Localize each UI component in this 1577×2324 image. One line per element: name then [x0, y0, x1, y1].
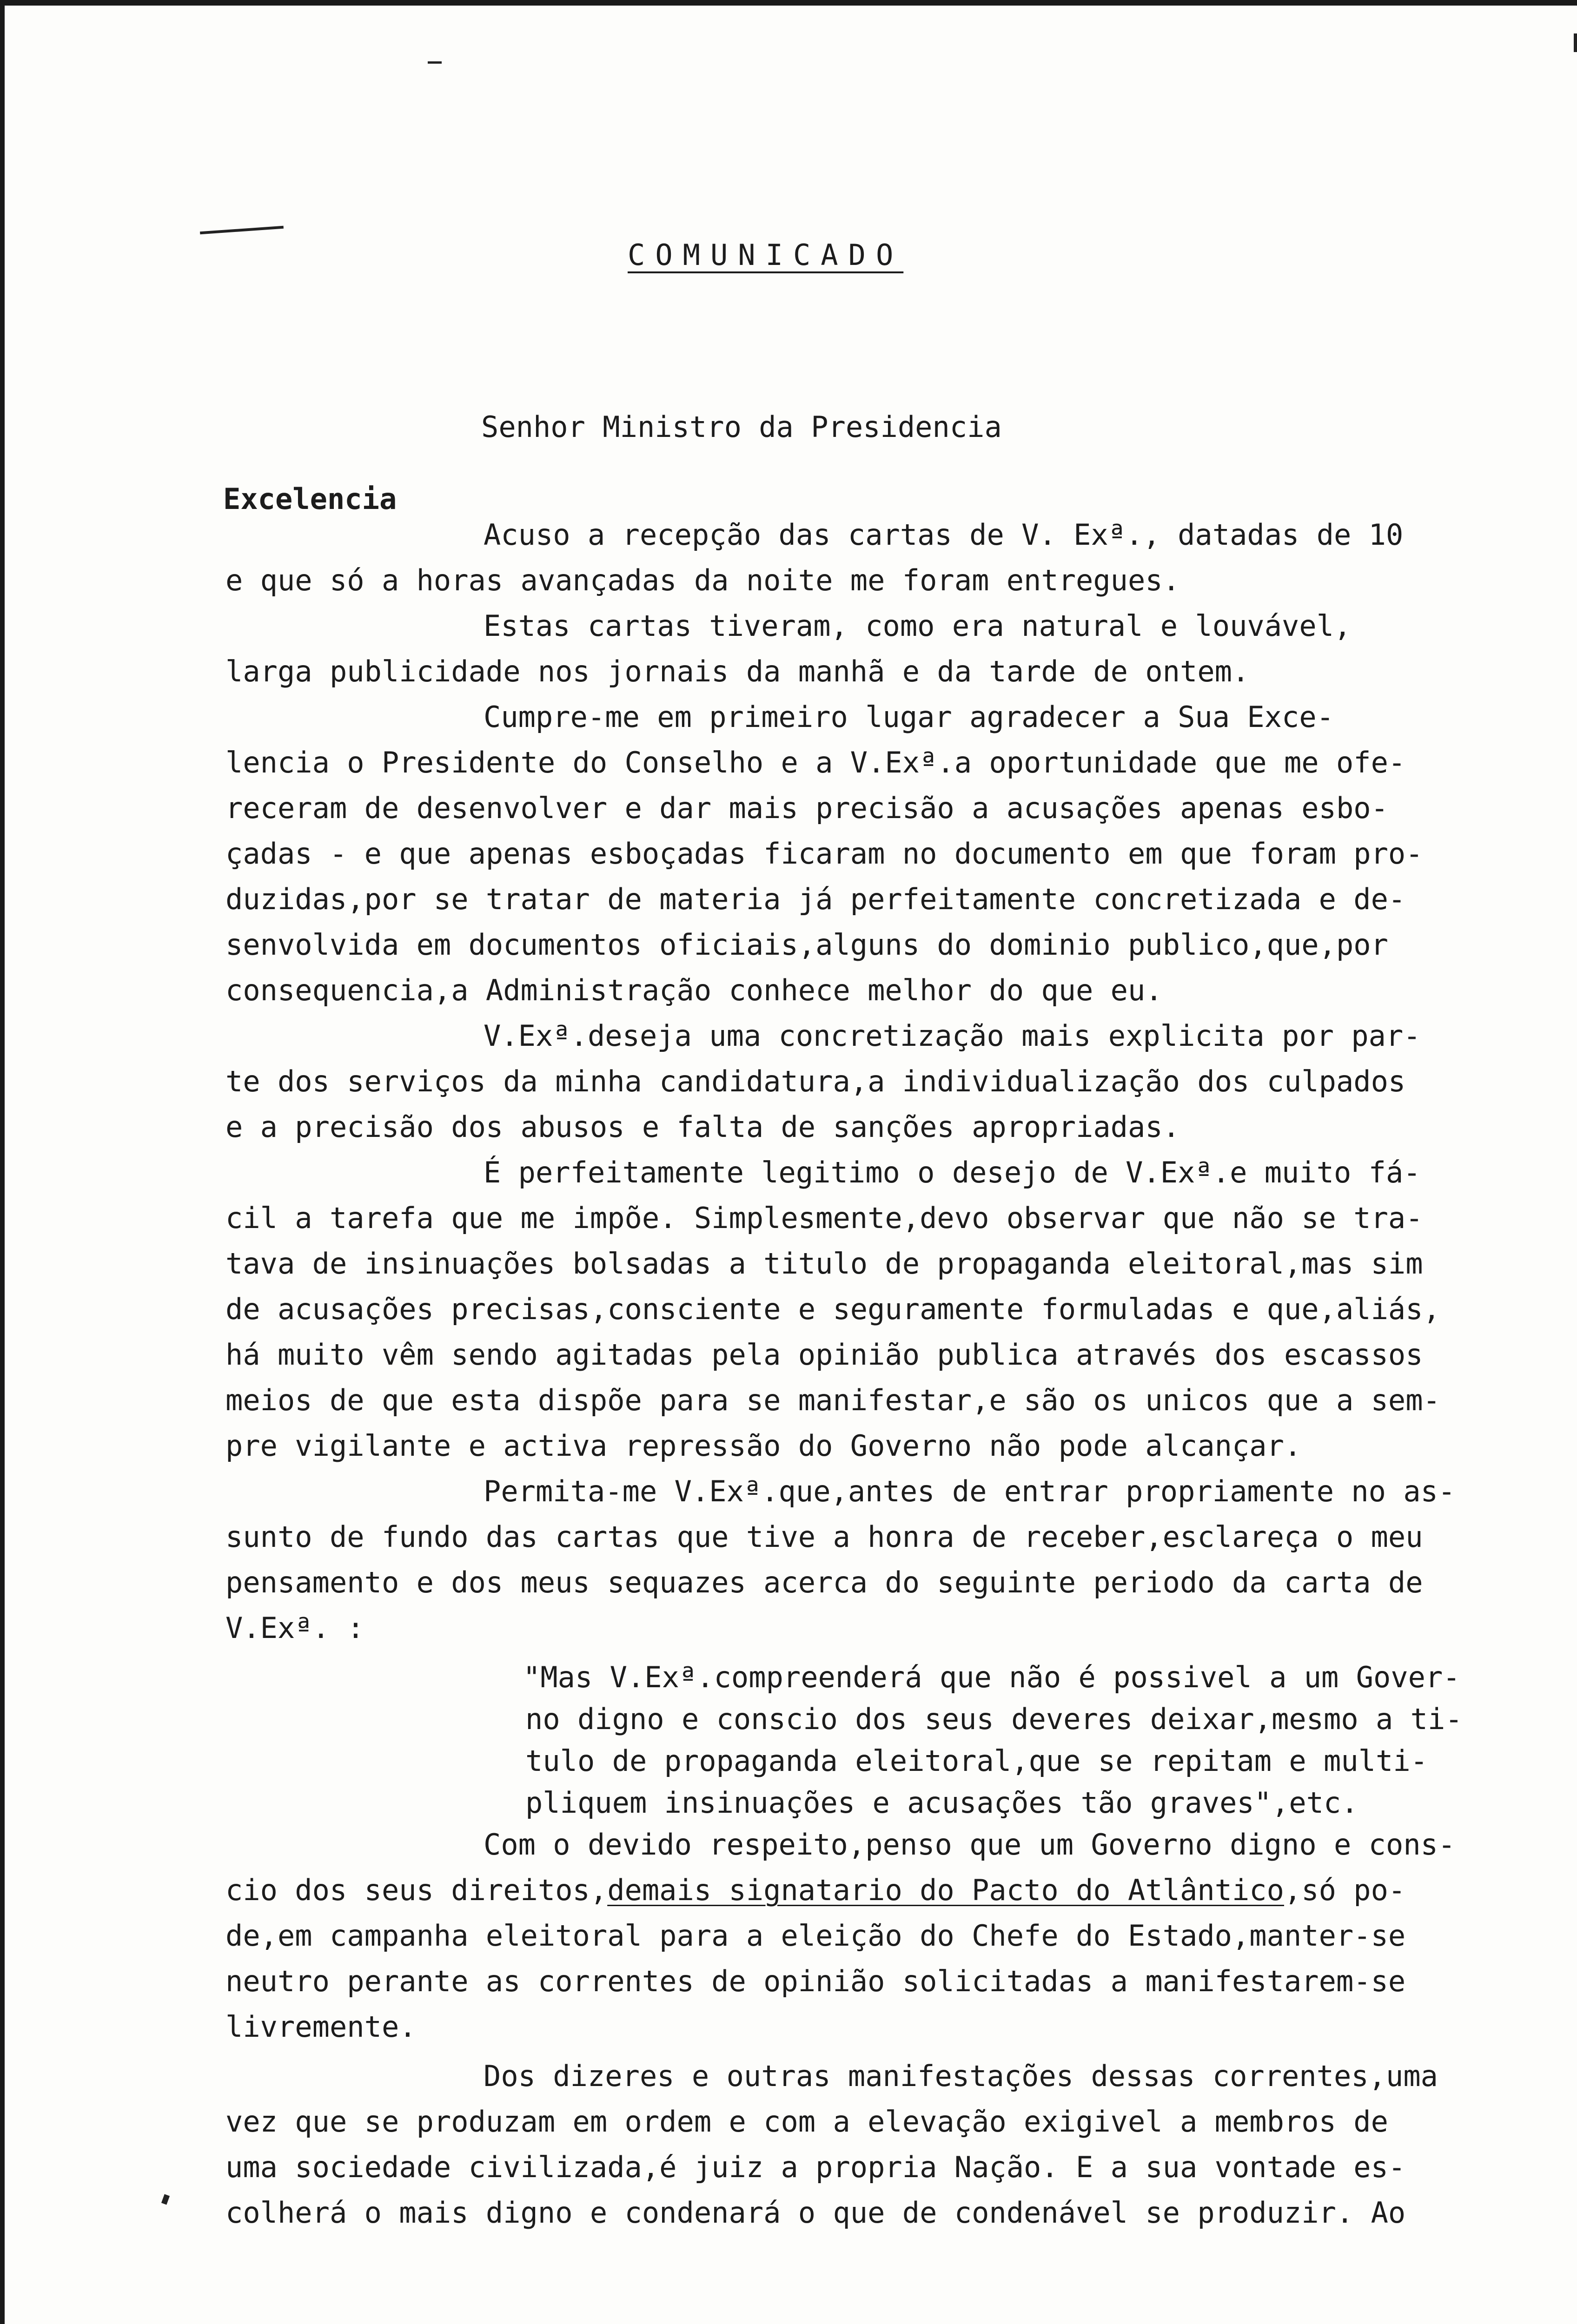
text-line: lencia o Presidente do Conselho e a V.Exª.a oportunidade que me ofe-	[225, 746, 1406, 779]
salutation: Senhor Ministro da Presidencia	[481, 410, 1002, 444]
text-line: çadas - e que apenas esboçadas ficaram no documento em que foram pro-	[225, 837, 1423, 871]
text-line: pensamento e dos meus sequazes acerca do seguinte periodo da carta de	[225, 1565, 1423, 1599]
ink-mark	[200, 226, 284, 235]
text-line: tava de insinuações bolsadas a titulo de propaganda eleitoral,mas sim	[225, 1247, 1423, 1281]
text-line: V.Exª.deseja uma concretização mais explicita por par-	[484, 1019, 1421, 1053]
text-line: senvolvida em documentos oficiais,alguns do dominio publico,que,por	[225, 928, 1388, 962]
quote-line: "Mas V.Exª.compreenderá que não é possivel a um Gover-	[523, 1660, 1460, 1694]
quote-line: tulo de propaganda eleitoral,que se repitam e multi-	[525, 1744, 1428, 1778]
text-line: te dos serviços da minha candidatura,a individualização dos culpados	[225, 1064, 1406, 1098]
text-line: e a precisão dos abusos e falta de sanções apropriadas.	[225, 1110, 1180, 1144]
ink-mark	[161, 2194, 170, 2205]
text-line: Cumpre-me em primeiro lugar agradecer a Sua Exce-	[484, 700, 1334, 734]
text-line: pre vigilante e activa repressão do Governo não pode alcançar.	[225, 1429, 1302, 1463]
text-line: de,em campanha eleitoral para a eleição do Chefe do Estado,manter-se	[225, 1919, 1406, 1953]
text-segment: ,só po-	[1284, 1873, 1406, 1907]
text-line: uma sociedade civilizada,é juiz a propria Nação. E a sua vontade es-	[225, 2150, 1406, 2184]
quote-line: pliquem insinuações e acusações tão graves",etc.	[525, 1786, 1358, 1820]
text-line: larga publicidade nos jornais da manhã e da tarde de ontem.	[225, 654, 1250, 688]
underlined-phrase: demais signatario do Pacto do Atlântico	[607, 1873, 1284, 1907]
ink-mark	[1574, 33, 1577, 52]
text-line: colherá o mais digno e condenará o que de condenável se produzir. Ao	[225, 2196, 1406, 2230]
text-line: sunto de fundo das cartas que tive a honra de receber,esclareça o meu	[225, 1520, 1423, 1554]
text-line: neutro perante as correntes de opinião solicitadas a manifestarem-se	[225, 1964, 1406, 1998]
text-line: há muito vêm sendo agitadas pela opinião publica através dos escassos	[225, 1338, 1423, 1372]
text-line: Estas cartas tiveram, como era natural e louvável,	[484, 609, 1352, 643]
text-line: duzidas,por se tratar de materia já perfeitamente concretizada e de-	[225, 882, 1406, 916]
text-line: vez que se produzam em ordem e com a elevação exigivel a membros de	[225, 2105, 1388, 2139]
text-line: Permita-me V.Exª.que,antes de entrar propriamente no as-	[484, 1474, 1456, 1508]
text-line: livremente.	[225, 2010, 417, 2044]
quote-line: no digno e conscio dos seus deveres deixar,mesmo a ti-	[525, 1702, 1463, 1736]
text-line: Com o devido respeito,penso que um Governo digno e cons-	[484, 1828, 1456, 1862]
text-line: consequencia,a Administração conhece melhor do que eu.	[225, 973, 1163, 1007]
text-line: Dos dizeres e outras manifestações dessas correntes,uma	[484, 2059, 1438, 2093]
text-line: de acusações precisas,consciente e seguramente formuladas e que,aliás,	[225, 1292, 1440, 1326]
text-line: meios de que esta dispõe para se manifestar,e são os unicos que a sem-	[225, 1383, 1440, 1417]
text-line: e que só a horas avançadas da noite me foram entregues.	[225, 563, 1180, 597]
ink-mark	[428, 61, 442, 64]
text-line: É perfeitamente legitimo o desejo de V.Exª.e muito fá-	[484, 1155, 1421, 1189]
text-line: receram de desenvolver e dar mais precisão a acusações apenas esbo-	[225, 791, 1388, 825]
text-line: Acuso a recepção das cartas de V. Exª., datadas de 10	[484, 518, 1404, 552]
text-line	[225, 1868, 1555, 1913]
vocative: Excelencia	[223, 482, 397, 516]
letter-body	[225, 512, 1555, 2236]
text-line: V.Exª. :	[225, 1611, 364, 1645]
document-title: COMUNICADO	[628, 238, 904, 272]
text-segment: cio dos seus direitos,	[225, 1873, 608, 1907]
text-line: cil a tarefa que me impõe. Simplesmente,devo observar que não se tra-	[225, 1201, 1423, 1235]
